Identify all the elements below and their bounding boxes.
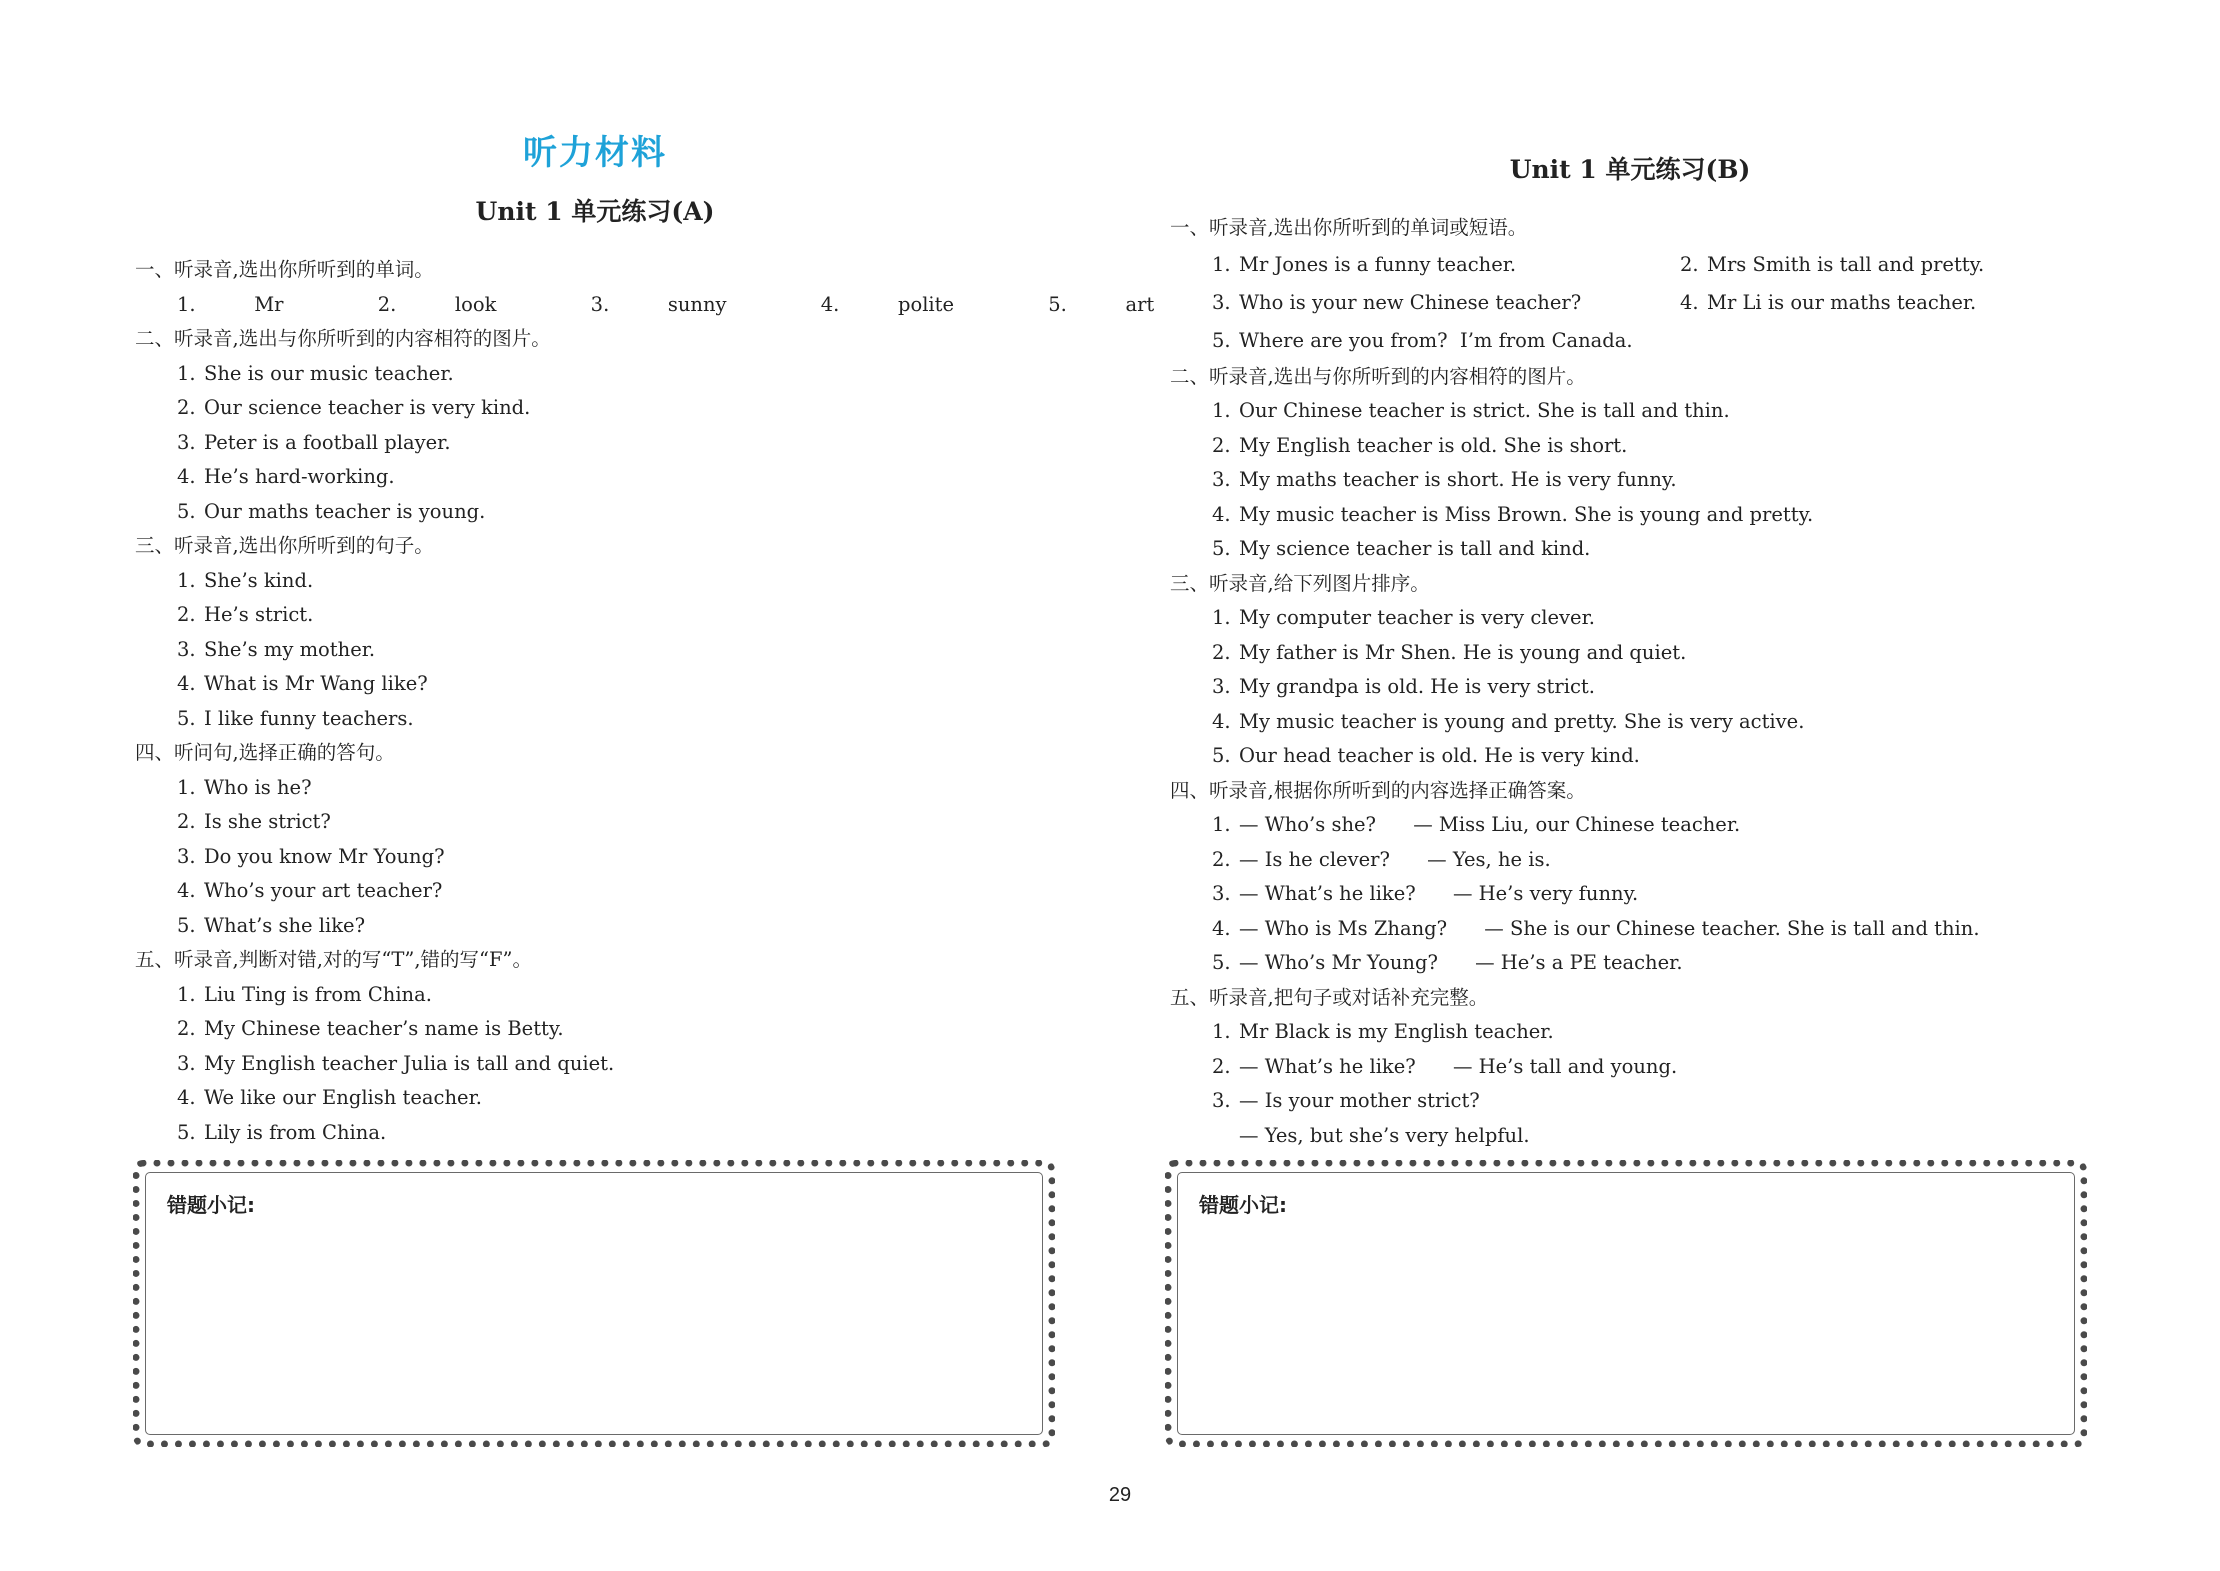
notes-inner-border: [145, 1172, 1043, 1435]
list-item-continuation: — Yes, but she’s very helpful.: [1239, 1123, 1530, 1147]
list-item: 1. Liu Ting is from China.: [177, 982, 432, 1006]
list-item: 1. Mr Black is my English teacher.: [1212, 1020, 1554, 1043]
unit-title-a: Unit 1 单元练习(A): [475, 197, 715, 226]
list-item: 1. — Who’s she? — Miss Liu, our Chinese teacher.: [1212, 813, 1741, 836]
list-item: 5. art: [1048, 292, 1155, 316]
mistake-notes-box: [133, 1160, 1055, 1447]
item-pair-row: [1170, 284, 2105, 322]
section-heading: 一、听录音,选出你所听到的单词。: [135, 258, 434, 281]
list-item: 2. — Is he clever? — Yes, he is.: [1212, 847, 1551, 871]
list-item: 3. My maths teacher is short. He is very funny.: [1212, 468, 1677, 491]
notes-label: 错题小记:: [1199, 1193, 1287, 1217]
list-item: 4. He’s hard-working.: [177, 465, 395, 488]
list-item: 5. Lily is from China.: [177, 1120, 387, 1144]
list-item: 2. My Chinese teacher’s name is Betty.: [177, 1017, 564, 1040]
list-item: 3. She’s my mother.: [177, 637, 376, 661]
notes-inner-border: [1177, 1172, 2075, 1435]
section-heading: 三、听录音,给下列图片排序。: [1170, 571, 1430, 595]
section-heading: 一、听录音,选出你所听到的单词或短语。: [1170, 216, 1528, 239]
list-item: 4. polite: [820, 292, 955, 316]
list-item: 2. Mrs Smith is tall and pretty.: [1680, 252, 1985, 276]
list-item: 5. What’s she like?: [177, 913, 366, 937]
section-heading: 三、听录音,选出你所听到的句子。: [135, 534, 434, 557]
list-item: 4. Mr Li is our maths teacher.: [1680, 290, 1977, 314]
item-pair-row: [1170, 246, 2105, 284]
list-item: 2. Is she strict?: [177, 810, 331, 833]
section-heading: 二、听录音,选出与你所听到的内容相符的图片。: [135, 327, 551, 350]
list-item: 3. My grandpa is old. He is very strict.: [1212, 675, 1595, 698]
list-item: 1. She’s kind.: [177, 568, 314, 592]
list-item: 1. Mr: [177, 292, 284, 316]
list-item: 3. My English teacher Julia is tall and quiet.: [177, 1051, 615, 1075]
exercise-b-content: [1170, 211, 2105, 1153]
list-item: 1. She is our music teacher.: [177, 361, 454, 385]
list-item: 2. Our science teacher is very kind.: [177, 396, 531, 419]
list-item: 4. Who’s your art teacher?: [177, 879, 443, 902]
list-item: 3. — Is your mother strict?: [1212, 1089, 1480, 1112]
exercise-a-content: [135, 253, 1155, 1150]
list-item: 4. — Who is Ms Zhang? — She is our Chinese teacher. She is tall and thin.: [1212, 916, 1980, 940]
list-item: 5. Our head teacher is old. He is very kind.: [1212, 744, 1640, 767]
list-item: 4. What is Mr Wang like?: [177, 672, 428, 695]
list-item: 5. My science teacher is tall and kind.: [1212, 537, 1591, 560]
page-title: 听力材料: [523, 133, 667, 173]
list-item: 1. My computer teacher is very clever.: [1212, 606, 1595, 629]
list-item: 4. My music teacher is young and pretty. She is very active.: [1212, 709, 1805, 733]
list-item: 3. Do you know Mr Young?: [177, 844, 445, 868]
list-item: 1. Our Chinese teacher is strict. She is tall and thin.: [1212, 399, 1730, 422]
list-item: 5. Where are you from? I’m from Canada.: [1212, 328, 1633, 352]
unit-title-b: Unit 1 单元练习(B): [1509, 155, 1751, 184]
list-item: 4. We like our English teacher.: [177, 1086, 482, 1109]
list-item: 3. Peter is a football player.: [177, 430, 451, 454]
list-item: 1. Mr Jones is a funny teacher.: [1212, 252, 1517, 276]
list-item: 2. — What’s he like? — He’s tall and young.: [1212, 1054, 1678, 1078]
page-number: 29: [1108, 1484, 1132, 1506]
section-heading: 四、听录音,根据你所听到的内容选择正确答案。: [1170, 778, 1586, 802]
list-item: 5. — Who’s Mr Young? — He’s a PE teacher.: [1212, 951, 1683, 974]
list-item: 3. — What’s he like? — He’s very funny.: [1212, 882, 1639, 905]
section-heading: 五、听录音,判断对错,对的写“T”,错的写“F”。: [135, 948, 533, 971]
list-item: 3. sunny: [590, 292, 727, 316]
list-item: 3. Who is your new Chinese teacher?: [1212, 290, 1582, 314]
list-item: 2. My father is Mr Shen. He is young and quiet.: [1212, 640, 1687, 664]
section-heading: 四、听问句,选择正确的答句。: [135, 741, 395, 764]
list-item: 2. look: [377, 292, 497, 316]
section-heading: 五、听录音,把句子或对话补充完整。: [1170, 985, 1489, 1009]
list-item: 4. My music teacher is Miss Brown. She is young and pretty.: [1212, 502, 1814, 526]
word-row: [135, 288, 1155, 323]
list-item: 2. My English teacher is old. She is short.: [1212, 433, 1628, 457]
list-item: 2. He’s strict.: [177, 603, 314, 626]
list-item: 5. Our maths teacher is young.: [177, 499, 486, 523]
mistake-notes-box: [1165, 1160, 2087, 1447]
section-heading: 二、听录音,选出与你所听到的内容相符的图片。: [1170, 364, 1586, 388]
list-item: 1. Who is he?: [177, 775, 312, 799]
notes-label: 错题小记:: [167, 1193, 255, 1217]
list-item: 5. I like funny teachers.: [177, 706, 414, 730]
